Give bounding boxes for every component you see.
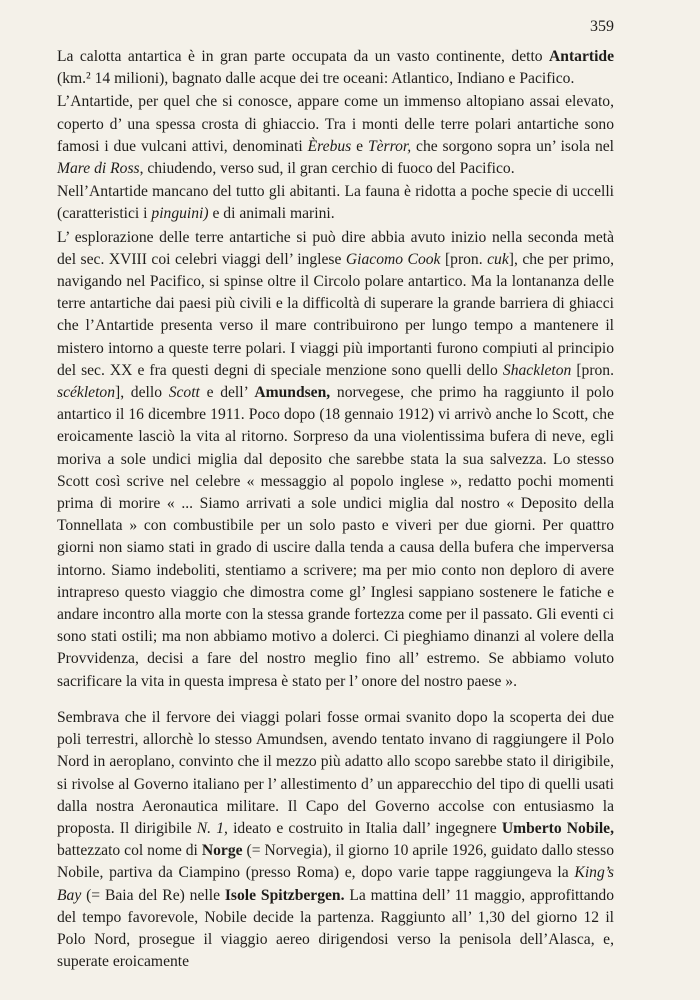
- text-run: [pron.: [571, 361, 615, 379]
- text-run: norvegese, che primo ha raggiunto il polo antartico il 16 dicembre 1911. Poco dopo (18 gennaio 1912) vi arrivò anche lo Scott, che eroicamente lasciò la vita al ritorno. Sorpreso da una violentissima bufera di neve, egli moriva a sole undici miglia dal deposito che sarebbe stata la sua salvezza. Lo stesso Scott così scrive nel celebre « messaggio al popolo inglese », redatto pochi momenti prima di morire « ... Siamo arrivati a sole undici miglia dal nostro « Deposito della Tonnellata » con combustibile per un solo pasto e viveri per due giorni. Per quattro giorni non siamo stati in grado di uscire dalla tenda a causa della bufera che imperversa intorno. Siamo indeboliti, stentiamo a scrivere; ma per mio conto non deploro di avere intrapreso questo viaggio che dimostra come gl’ Inglesi sappiano sostenere le fatiche e andare incontro alla morte con la stessa grande fortezza come per il passato. Gli eventi ci sono stati ostili; ma non abbiamo motivo a dolerci. Ci pieghiamo dinanzi al volere della Provvidenza, decisi a fare del nostro meglio fino all’ estremo. Se abbiamo voluto sacrificare la vita in questa impresa è stato per l’ onore del nostro paese ».: [57, 384, 614, 690]
- text-run: La mattina dell’ 11 maggio, approfittando del tempo favorevole, Nobile decide la partenza. Raggiunto all’ 1,30 del giorno 12 il Polo Nord, prosegue il viaggio aereo dirigendosi verso la penisola dell’Alasca, e, superate eroicamente: [57, 886, 615, 971]
- text-run: L’ esplorazione delle terre antartiche si può dire abbia avuto inizio nella seconda metà del sec. XVIII coi celebri viaggi dell’ inglese: [57, 228, 614, 268]
- italic-term: N. 1,: [196, 819, 228, 837]
- text-run: battezzato col nome di: [57, 842, 202, 860]
- bold-term: Umberto Nobile,: [501, 819, 614, 837]
- text-run: e di animali marini.: [208, 205, 335, 223]
- page-number: 359: [590, 18, 614, 35]
- paragraph: [57, 227, 614, 693]
- italic-term: scékleton: [57, 384, 116, 402]
- bold-term: Isole Spitzbergen.: [224, 886, 345, 904]
- bold-term: Antartide: [549, 48, 614, 65]
- text-run: ], dello: [115, 384, 169, 402]
- text-run: L’Antartide, per quel che si conosce, appare come un immenso altopiano assai elevato, coperto d’ una spessa crosta di ghiaccio. Tra i monti delle terre polari antartiche sono famosi i due vulcani attivi, denominati: [57, 93, 614, 155]
- italic-term: Giacomo Cook: [345, 250, 441, 268]
- italic-term: Èrebus: [307, 137, 352, 155]
- italic-term: Mare di Ross: [57, 160, 140, 178]
- text-run: (= Norvegia), il giorno 10 aprile 1926, guidato dallo stesso Nobile, partiva da Ciampino (presso Roma) e, dopo varie tappe raggiungeva la: [57, 842, 614, 882]
- text-run: Nell’Antartide mancano del tutto gli abitanti. La fauna è ridotta a poche specie di uccelli (caratteristici i: [57, 183, 614, 223]
- italic-term: Shackleton: [502, 361, 572, 379]
- paragraph: [57, 46, 614, 90]
- body-text: [57, 46, 614, 973]
- italic-term: Tèrror,: [367, 137, 412, 155]
- bold-term: Norge: [201, 842, 243, 860]
- text-run: e dell’: [199, 384, 255, 402]
- italic-term: King’s Bay: [57, 864, 614, 904]
- italic-term: cuk: [487, 250, 509, 268]
- bold-term: Amundsen,: [254, 384, 331, 402]
- italic-term: pinguini): [151, 205, 209, 223]
- text-run: ideato e costruito in Italia dall’ ingegnere: [227, 819, 502, 837]
- paragraph: [57, 91, 614, 180]
- text-run: e: [351, 137, 368, 155]
- text-run: ], che per primo, navigando nel Pacifico, si spinse oltre il Circolo polare antartico. Ma la lontananza delle terre antartiche dai paesi più civili e la difficoltà di superare la grande barriera di ghiacci che l’Antartide presenta verso il mare contribuirono per lungo tempo a mantenere il mistero intorno a queste terre polari. I viaggi più importanti furono compiuti al principio del sec. XX e fra questi degni di speciale menzione sono quelli dello: [57, 250, 615, 379]
- italic-term: Scott: [168, 384, 200, 402]
- text-run: La calotta antartica è in gran parte occupata da un vasto continente, detto: [57, 48, 550, 65]
- text-run: , chiudendo, verso sud, il gran cerchio di fuoco del Pacifico.: [139, 160, 515, 178]
- text-run: che sorgono sopra un’ isola nel: [411, 137, 614, 155]
- paragraph: [57, 707, 614, 973]
- paragraph: [57, 181, 614, 225]
- text-run: (= Baia del Re) nelle: [81, 886, 225, 904]
- text-run: (km.² 14 milioni), bagnato dalle acque dei tre oceani: Atlantico, Indiano e Pacifico.: [57, 70, 575, 88]
- text-run: Sembrava che il fervore dei viaggi polari fosse ormai svanito dopo la scoperta dei due poli terrestri, allorchè lo stesso Amundsen, avendo tentato invano di raggiungere il Polo Nord in aeroplano, convinto che il mezzo più adatto allo scopo sarebbe stato il dirigibile, si rivolse al Governo italiano per l’ allestimento d’ un apparecchio del tipo di quelli usati dalla nostra Aeronautica militare. Il Capo del Governo accolse con entusiasmo la proposta. Il dirigibile: [57, 708, 614, 837]
- text-run: [pron.: [440, 250, 488, 268]
